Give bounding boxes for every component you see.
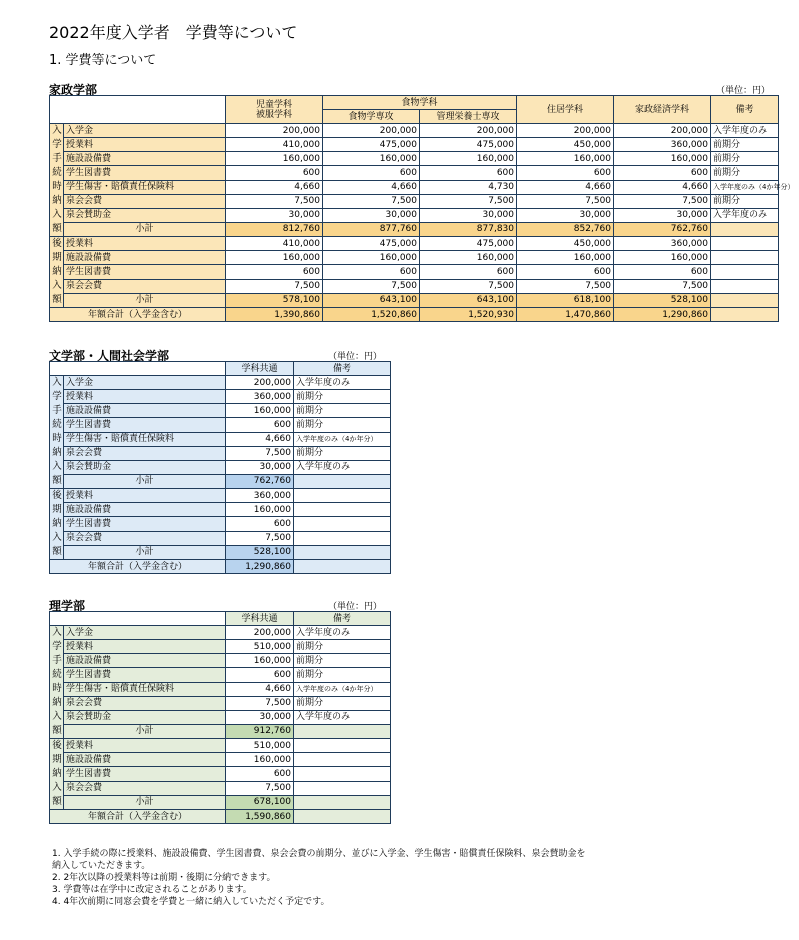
fee-cell: 200,000 — [614, 124, 711, 138]
total-row — [50, 308, 779, 322]
remark-cell: 前期分 — [294, 404, 391, 418]
subtotal-remark-cell — [294, 545, 391, 559]
fee-cell: 475,000 — [323, 237, 420, 251]
kasei-header-col3: 管理栄養士専攻 — [420, 110, 517, 124]
row-label: 施設設備費 — [64, 654, 226, 668]
subtotal-row — [50, 293, 779, 307]
table-row — [50, 138, 779, 152]
remark-cell: 入学年度のみ — [294, 626, 391, 640]
table-row — [50, 517, 391, 531]
fee-cell: 7,500 — [323, 194, 420, 208]
table-row — [50, 446, 391, 460]
subtotal-row — [50, 474, 391, 488]
fee-cell: 600 — [226, 668, 294, 682]
kasei-header-col2: 食物学専攻 — [323, 110, 420, 124]
remark-cell — [294, 489, 391, 503]
group-label-text: 入学手続時納入額 — [52, 125, 62, 234]
remark-cell: 入学年度のみ — [711, 208, 779, 222]
fee-cell: 4,660 — [226, 180, 323, 194]
fee-cell: 600 — [226, 517, 294, 531]
subtotal-cell: 618,100 — [517, 293, 614, 307]
fee-cell: 160,000 — [226, 152, 323, 166]
subtotal-cell: 852,760 — [517, 222, 614, 236]
fee-cell: 600 — [420, 265, 517, 279]
table-row — [50, 626, 391, 640]
row-label: 授業料 — [64, 739, 226, 753]
total-cell: 1,290,860 — [614, 308, 711, 322]
row-label: 学生傷害・賠償責任保険料 — [64, 682, 226, 696]
fee-cell: 600 — [226, 418, 294, 432]
fee-cell: 4,660 — [614, 180, 711, 194]
total-remark-cell — [294, 560, 391, 574]
table-row — [50, 739, 391, 753]
fee-cell: 7,500 — [420, 279, 517, 293]
rigaku-unit-label: （単位：円） — [328, 602, 383, 612]
table-row — [50, 432, 391, 446]
subtotal-label: 小計 — [64, 795, 226, 809]
table-row — [50, 640, 391, 654]
remark-cell — [294, 531, 391, 545]
fee-cell: 4,660 — [226, 682, 294, 696]
kasei-header-col5: 家政経済学科 — [614, 96, 711, 124]
total-label: 年額合計（入学金含む） — [50, 810, 226, 824]
total-remark-cell — [711, 308, 779, 322]
total-cell: 1,390,860 — [226, 308, 323, 322]
fee-cell: 30,000 — [226, 208, 323, 222]
group-label-text: 後期納入額 — [52, 740, 62, 807]
group-label-second-payment — [50, 739, 64, 810]
fee-cell: 160,000 — [517, 251, 614, 265]
fee-cell: 475,000 — [323, 138, 420, 152]
table-row — [50, 710, 391, 724]
table-row — [50, 376, 391, 390]
remark-cell: 前期分 — [294, 390, 391, 404]
section-heading: 1. 学費等について — [49, 53, 157, 68]
row-label: 泉会会費 — [64, 781, 226, 795]
remark-cell: 前期分 — [711, 166, 779, 180]
group-label-text: 入学手続時納入額 — [52, 377, 62, 486]
fee-cell: 360,000 — [226, 489, 294, 503]
group-label-text: 後期納入額 — [52, 490, 62, 557]
table-row — [50, 265, 779, 279]
row-label: 泉会会費 — [64, 194, 226, 208]
remark-cell: 入学年度のみ — [711, 124, 779, 138]
fee-cell: 30,000 — [226, 460, 294, 474]
fee-cell: 160,000 — [420, 152, 517, 166]
table-row — [50, 531, 391, 545]
row-label: 泉会賛助金 — [64, 460, 226, 474]
kasei-unit-label: （単位：円） — [716, 86, 771, 96]
fee-cell: 200,000 — [323, 124, 420, 138]
subtotal-cell: 643,100 — [420, 293, 517, 307]
fee-cell: 360,000 — [614, 237, 711, 251]
subtotal-label: 小計 — [64, 724, 226, 738]
table-row — [50, 194, 779, 208]
row-label: 学生図書費 — [64, 668, 226, 682]
fee-cell: 450,000 — [517, 237, 614, 251]
kasei-header-col4: 住居学科 — [517, 96, 614, 124]
kasei-fee-table — [49, 95, 795, 322]
subtotal-remark-cell — [294, 724, 391, 738]
row-label: 学生図書費 — [64, 265, 226, 279]
remark-cell: 入学年度のみ（4か年分） — [294, 432, 391, 446]
bungaku-unit-label: （単位：円） — [328, 352, 383, 362]
bungaku-header-col: 学科共通 — [226, 362, 294, 376]
subtotal-cell: 578,100 — [226, 293, 323, 307]
kasei-header-blank — [50, 96, 226, 124]
fee-cell: 475,000 — [420, 138, 517, 152]
fee-cell: 200,000 — [226, 376, 294, 390]
fee-cell: 360,000 — [614, 138, 711, 152]
fee-cell: 600 — [226, 767, 294, 781]
table-row — [50, 654, 391, 668]
total-row — [50, 560, 391, 574]
fee-cell: 200,000 — [226, 626, 294, 640]
kasei-header-col1: 児童学科 被服学科 — [226, 96, 323, 124]
table-row — [50, 390, 391, 404]
fee-cell: 450,000 — [517, 138, 614, 152]
fee-cell: 4,660 — [226, 432, 294, 446]
kasei-header-food-group: 食物学科 — [323, 96, 517, 110]
subtotal-cell: 528,100 — [614, 293, 711, 307]
remark-cell: 入学年度のみ（4か年分） — [294, 682, 391, 696]
subtotal-cell: 762,760 — [614, 222, 711, 236]
table-row — [50, 124, 779, 138]
bungaku-header-remarks: 備考 — [294, 362, 391, 376]
fee-cell: 410,000 — [226, 138, 323, 152]
row-label: 学生図書費 — [64, 418, 226, 432]
subtotal-remark-cell — [294, 474, 391, 488]
group-label-second-payment — [50, 489, 64, 560]
fee-cell: 7,500 — [226, 781, 294, 795]
group-label-text: 後期納入額 — [52, 238, 62, 305]
table-row — [50, 180, 779, 194]
fee-cell: 160,000 — [226, 251, 323, 265]
table-row — [50, 781, 391, 795]
row-label: 授業料 — [64, 237, 226, 251]
fee-cell: 30,000 — [614, 208, 711, 222]
fee-cell: 600 — [517, 166, 614, 180]
remark-cell: 前期分 — [294, 654, 391, 668]
fee-cell: 7,500 — [517, 194, 614, 208]
fee-cell: 30,000 — [517, 208, 614, 222]
subtotal-label: 小計 — [64, 545, 226, 559]
row-label: 入学金 — [64, 376, 226, 390]
bungaku-faculty-name: 文学部・人間社会学部 — [49, 349, 170, 363]
row-label: 泉会会費 — [64, 696, 226, 710]
subtotal-cell: 528,100 — [226, 545, 294, 559]
note-item: 3. 学費等は在学中に改定されることがあります。 — [52, 885, 252, 895]
remark-cell: 入学年度のみ（4か年分） — [711, 180, 779, 194]
total-cell: 1,470,860 — [517, 308, 614, 322]
fee-cell: 600 — [323, 166, 420, 180]
fee-cell: 475,000 — [420, 237, 517, 251]
remark-cell: 前期分 — [294, 668, 391, 682]
remark-cell — [711, 251, 779, 265]
subtotal-cell: 762,760 — [226, 474, 294, 488]
fee-cell: 510,000 — [226, 640, 294, 654]
fee-cell: 160,000 — [614, 251, 711, 265]
fee-cell: 160,000 — [614, 152, 711, 166]
group-label-text: 入学手続時納入額 — [52, 627, 62, 736]
fee-cell: 160,000 — [323, 152, 420, 166]
table-row — [50, 696, 391, 710]
subtotal-remark-cell — [711, 222, 779, 236]
table-row — [50, 767, 391, 781]
row-label: 学生傷害・賠償責任保険料 — [64, 432, 226, 446]
fee-cell: 160,000 — [226, 753, 294, 767]
remark-cell: 入学年度のみ — [294, 460, 391, 474]
fee-cell: 4,660 — [323, 180, 420, 194]
subtotal-cell: 912,760 — [226, 724, 294, 738]
fee-cell: 7,500 — [517, 279, 614, 293]
subtotal-row — [50, 795, 391, 809]
fee-cell: 200,000 — [517, 124, 614, 138]
remark-cell: 前期分 — [294, 696, 391, 710]
note-item: 1. 入学手続の際に授業料、施設設備費、学生図書費、泉会会費の前期分、並びに入学金、学生傷害・賠償責任保険料、泉会賛助金を — [52, 849, 586, 859]
total-label: 年額合計（入学金含む） — [50, 560, 226, 574]
fee-cell: 200,000 — [226, 124, 323, 138]
row-label: 泉会賛助金 — [64, 710, 226, 724]
remark-cell: 前期分 — [294, 418, 391, 432]
fee-cell: 160,000 — [226, 503, 294, 517]
table-row — [50, 753, 391, 767]
fee-cell: 600 — [420, 166, 517, 180]
fee-cell: 600 — [323, 265, 420, 279]
subtotal-cell: 877,760 — [323, 222, 420, 236]
fee-cell: 4,730 — [420, 180, 517, 194]
table-row — [50, 237, 779, 251]
total-cell: 1,520,930 — [420, 308, 517, 322]
row-label: 授業料 — [64, 640, 226, 654]
row-label: 泉会会費 — [64, 279, 226, 293]
table-row — [50, 152, 779, 166]
row-label: 泉会会費 — [64, 446, 226, 460]
rigaku-header-col: 学科共通 — [226, 612, 294, 626]
subtotal-cell: 678,100 — [226, 795, 294, 809]
rigaku-header-remarks: 備考 — [294, 612, 391, 626]
subtotal-row — [50, 222, 779, 236]
bungaku-header-blank — [50, 362, 226, 376]
fee-cell: 4,660 — [517, 180, 614, 194]
remark-cell: 前期分 — [294, 446, 391, 460]
fee-cell: 30,000 — [226, 710, 294, 724]
remark-cell — [711, 279, 779, 293]
row-label: 施設設備費 — [64, 753, 226, 767]
group-label-first-payment — [50, 626, 64, 739]
row-label: 施設設備費 — [64, 152, 226, 166]
bungaku-fee-table — [49, 361, 391, 574]
remark-cell — [294, 753, 391, 767]
fee-cell: 7,500 — [420, 194, 517, 208]
total-remark-cell — [294, 810, 391, 824]
fee-cell: 7,500 — [226, 531, 294, 545]
row-label: 学生傷害・賠償責任保険料 — [64, 180, 226, 194]
subtotal-row — [50, 545, 391, 559]
kasei-faculty-name: 家政学部 — [49, 83, 98, 97]
remark-cell — [294, 767, 391, 781]
row-label: 泉会会費 — [64, 531, 226, 545]
fee-cell: 7,500 — [323, 279, 420, 293]
fee-cell: 410,000 — [226, 237, 323, 251]
subtotal-cell: 643,100 — [323, 293, 420, 307]
subtotal-cell: 812,760 — [226, 222, 323, 236]
table-row — [50, 208, 779, 222]
total-row — [50, 810, 391, 824]
row-label: 施設設備費 — [64, 251, 226, 265]
fee-cell: 600 — [226, 265, 323, 279]
fee-cell: 160,000 — [323, 251, 420, 265]
kasei-header-remarks: 備考 — [711, 96, 779, 124]
fee-cell: 600 — [614, 166, 711, 180]
fee-cell: 30,000 — [323, 208, 420, 222]
table-row — [50, 682, 391, 696]
note-item: 2. 2年次以降の授業料等は前期・後期に分納できます。 — [52, 873, 276, 883]
row-label: 学生図書費 — [64, 166, 226, 180]
rigaku-faculty-name: 理学部 — [49, 599, 86, 613]
fee-cell: 7,500 — [226, 446, 294, 460]
remark-cell: 入学年度のみ — [294, 710, 391, 724]
subtotal-label: 小計 — [64, 474, 226, 488]
row-label: 授業料 — [64, 489, 226, 503]
total-cell: 1,590,860 — [226, 810, 294, 824]
total-cell: 1,290,860 — [226, 560, 294, 574]
page-title: 2022年度入学者 学費等について — [49, 23, 298, 42]
row-label: 施設設備費 — [64, 503, 226, 517]
remark-cell: 前期分 — [294, 640, 391, 654]
row-label: 学生図書費 — [64, 767, 226, 781]
subtotal-remark-cell — [711, 293, 779, 307]
row-label: 授業料 — [64, 138, 226, 152]
remark-cell — [294, 781, 391, 795]
subtotal-cell: 877,830 — [420, 222, 517, 236]
fee-cell: 600 — [517, 265, 614, 279]
total-label: 年額合計（入学金含む） — [50, 308, 226, 322]
fee-cell: 360,000 — [226, 390, 294, 404]
fee-cell: 200,000 — [420, 124, 517, 138]
group-label-first-payment — [50, 376, 64, 489]
group-label-second-payment — [50, 237, 64, 308]
fee-cell: 600 — [614, 265, 711, 279]
row-label: 入学金 — [64, 626, 226, 640]
fee-cell: 7,500 — [614, 279, 711, 293]
total-cell: 1,520,860 — [323, 308, 420, 322]
row-label: 施設設備費 — [64, 404, 226, 418]
table-row — [50, 166, 779, 180]
remark-cell: 前期分 — [711, 152, 779, 166]
subtotal-label: 小計 — [64, 293, 226, 307]
row-label: 入学金 — [64, 124, 226, 138]
table-row — [50, 503, 391, 517]
remark-cell — [294, 517, 391, 531]
notes-list — [52, 848, 585, 908]
fee-cell: 7,500 — [226, 696, 294, 710]
table-row — [50, 404, 391, 418]
subtotal-row — [50, 724, 391, 738]
row-label: 学生図書費 — [64, 517, 226, 531]
remark-cell — [711, 237, 779, 251]
table-row — [50, 489, 391, 503]
fee-cell: 7,500 — [226, 279, 323, 293]
table-row — [50, 668, 391, 682]
table-row — [50, 460, 391, 474]
note-item: 納入していただきます。 — [52, 861, 151, 871]
fee-cell: 7,500 — [614, 194, 711, 208]
remark-cell: 前期分 — [711, 138, 779, 152]
remark-cell: 前期分 — [711, 194, 779, 208]
remark-cell: 入学年度のみ — [294, 376, 391, 390]
remark-cell — [711, 265, 779, 279]
subtotal-remark-cell — [294, 795, 391, 809]
fee-cell: 600 — [226, 166, 323, 180]
fee-cell: 160,000 — [226, 404, 294, 418]
table-row — [50, 279, 779, 293]
note-item: 4. 4年次前期に同窓会費を学費と一緒に納入していただく予定です。 — [52, 897, 330, 907]
rigaku-header-blank — [50, 612, 226, 626]
row-label: 授業料 — [64, 390, 226, 404]
fee-cell: 160,000 — [226, 654, 294, 668]
remark-cell — [294, 739, 391, 753]
fee-cell: 510,000 — [226, 739, 294, 753]
rigaku-fee-table — [49, 611, 391, 824]
table-row — [50, 418, 391, 432]
remark-cell — [294, 503, 391, 517]
group-label-first-payment — [50, 124, 64, 237]
fee-cell: 30,000 — [420, 208, 517, 222]
table-row — [50, 251, 779, 265]
fee-cell: 160,000 — [420, 251, 517, 265]
subtotal-label: 小計 — [64, 222, 226, 236]
row-label: 泉会賛助金 — [64, 208, 226, 222]
fee-cell: 160,000 — [517, 152, 614, 166]
fee-cell: 7,500 — [226, 194, 323, 208]
